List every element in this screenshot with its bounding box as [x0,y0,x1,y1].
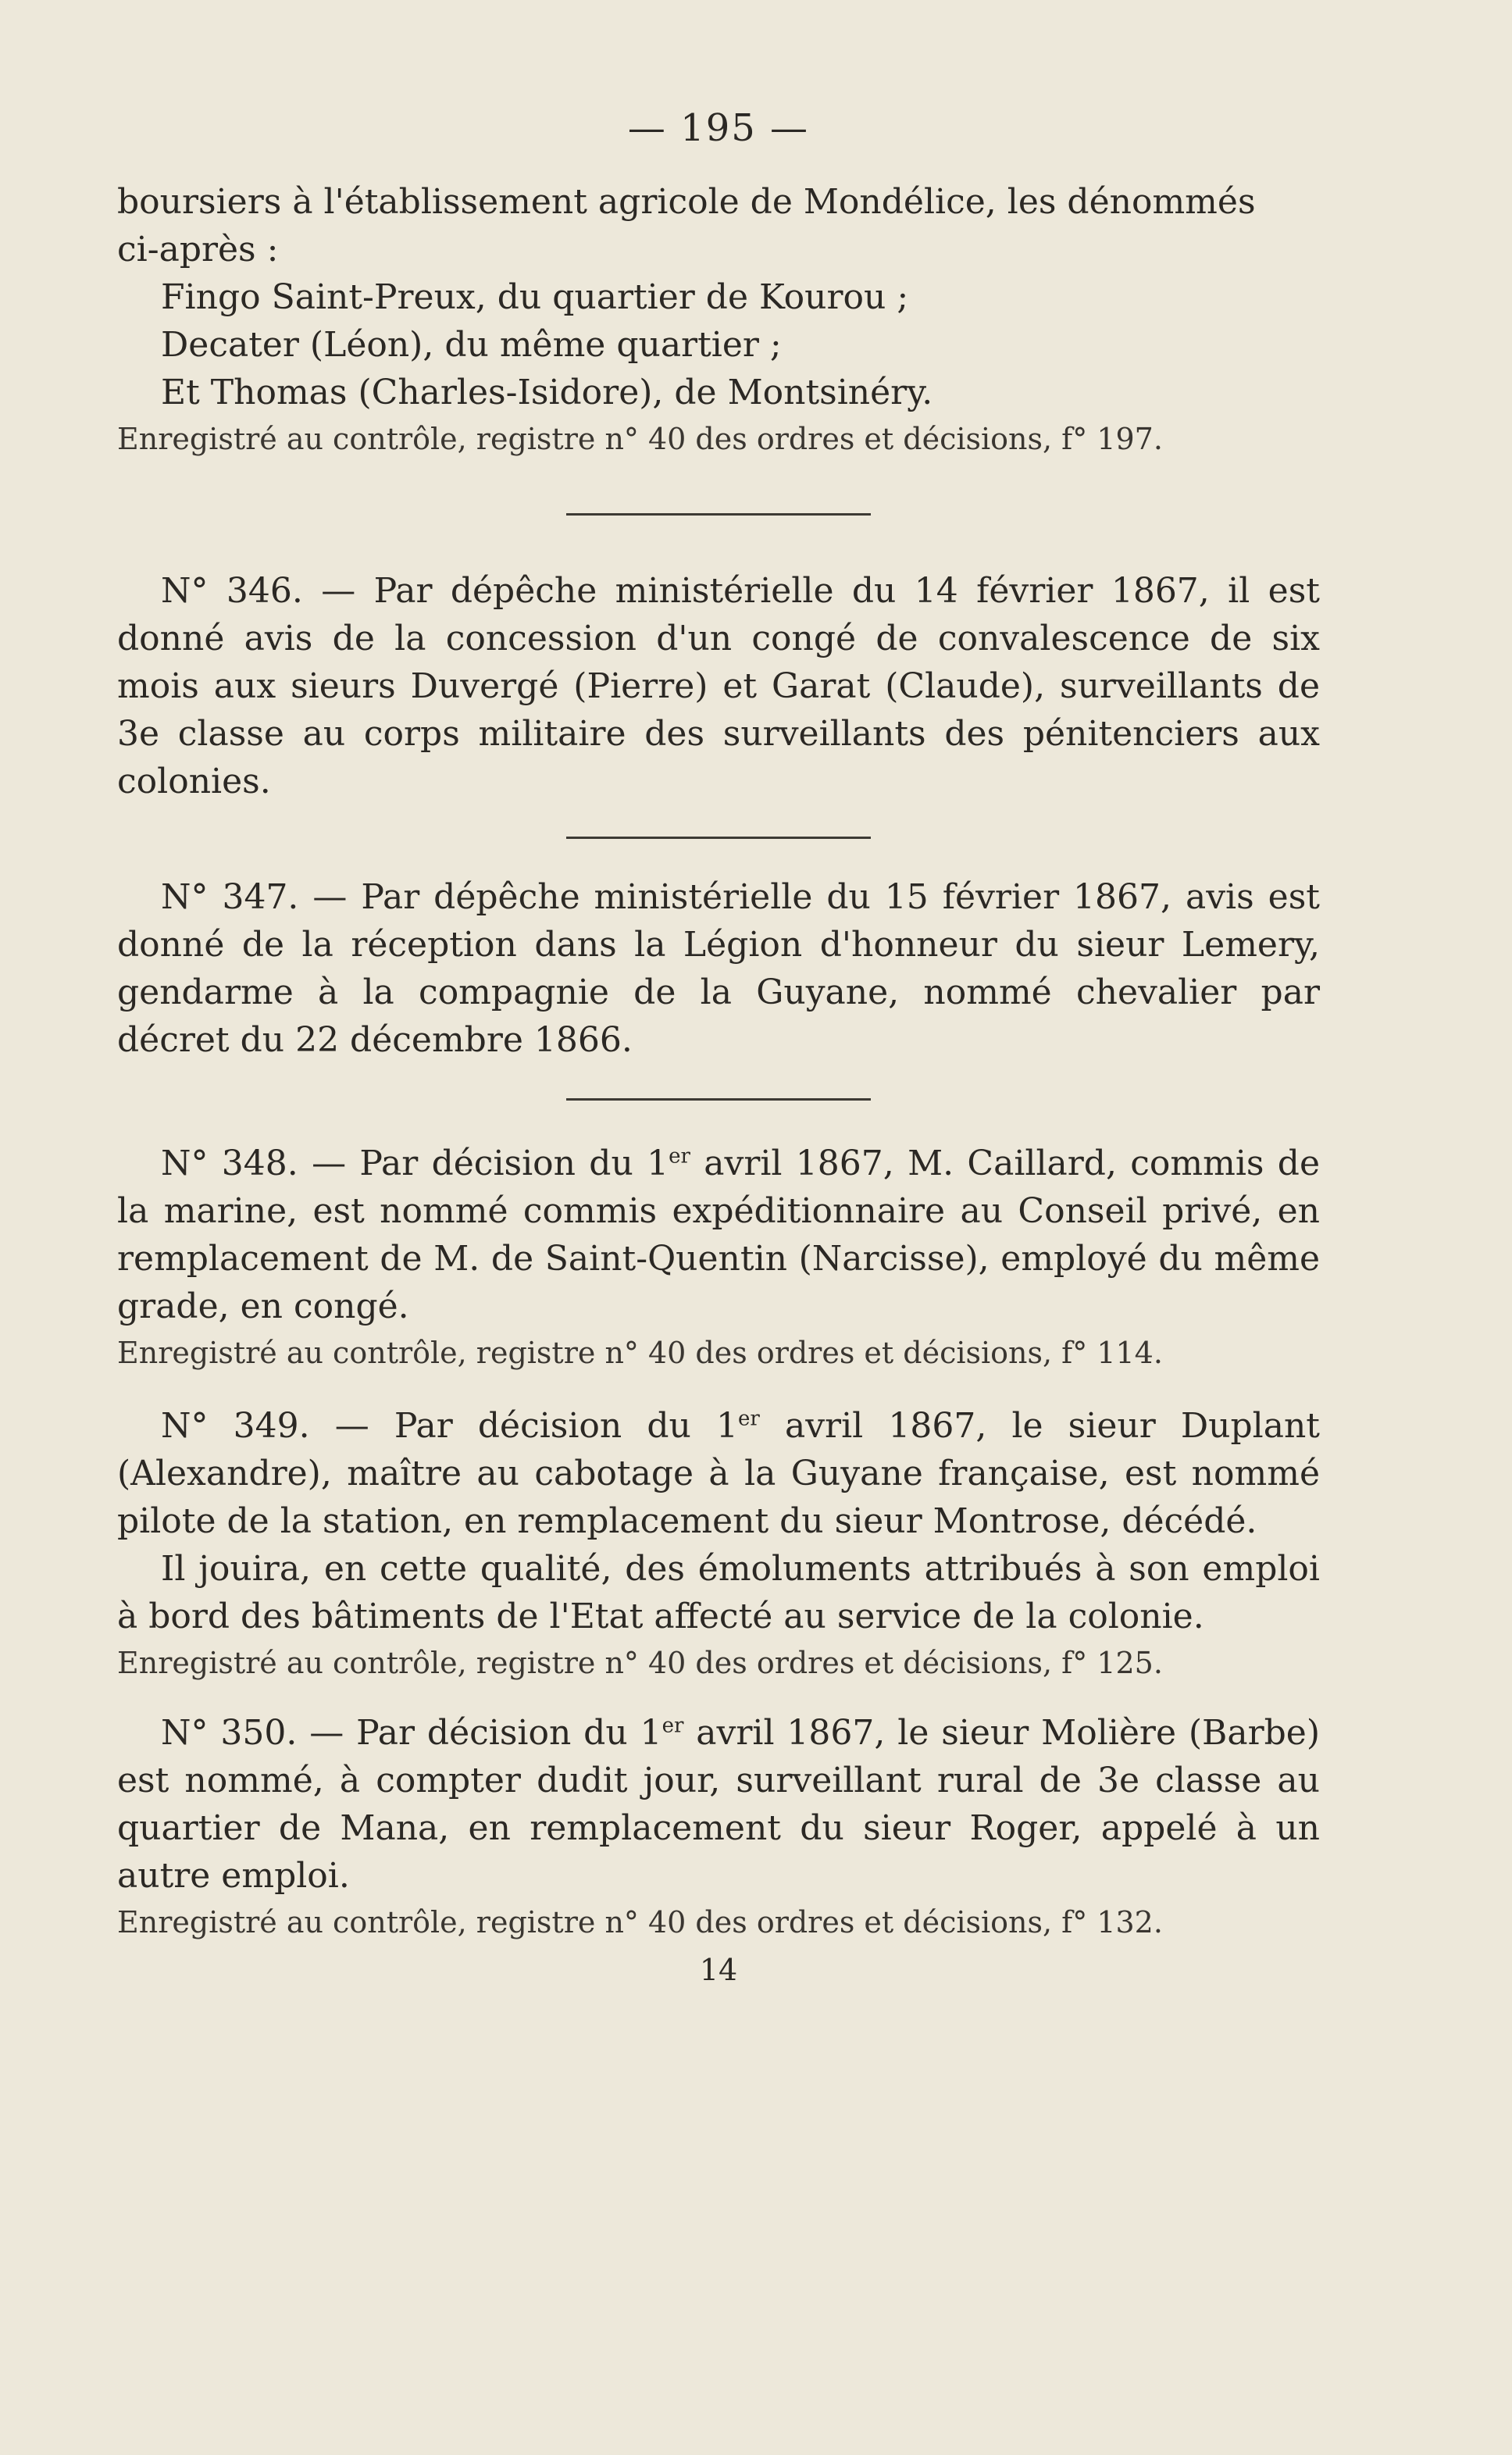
decision-text-before: — Par décision du 1 [309,1713,662,1753]
separator-rule [566,513,871,516]
intro-entry-1: Fingo Saint-Preux, du quartier de Kourou ; [161,277,909,317]
decision-349 [117,1402,1320,1545]
intro-line-1: boursiers à l'établissement agricole de Mondélice, les dénommés [117,182,1256,222]
decision-348-registration: Enregistré au contrôle, registre n° 40 des ordres et décisions, f° 114. [117,1336,1163,1370]
signature-mark: 14 [699,1953,738,1987]
decision-number: N° 347. [161,877,299,917]
decision-350 [117,1709,1320,1900]
decision-347 [117,873,1320,1064]
decision-text: — Par dépêche ministérielle du 15 février 1867, avis est donné de la réception dans la Légion d'honneur du sieur Lemery, gendarme à la compagnie de la Guyane, nommé chevalier par décret du 22 décembre 1866. [117,877,1320,1060]
decision-sup: er [669,1144,690,1169]
decision-text-after: avril 1867, M. Caillard, commis de la marine, est nommé commis expéditionnaire au Conseil privé, en remplacement de M. de Saint-Quentin (Narcisse), employé du même grade, en congé. [117,1144,1320,1326]
decision-number: N° 349. [161,1406,310,1446]
decision-350-registration: Enregistré au contrôle, registre n° 40 des ordres et décisions, f° 132. [117,1905,1163,1939]
decision-348 [117,1140,1320,1330]
decision-number: N° 346. [161,571,303,611]
spacer [117,1686,1320,1709]
intro-registration: Enregistré au contrôle, registre n° 40 des ordres et décisions, f° 197. [117,422,1163,456]
separator-rule [566,837,871,839]
separator-rule [566,1098,871,1101]
decision-text-after: avril 1867, le sieur Molière (Barbe) est nommé, à compter dudit jour, surveillant rural de 3e classe au quartier de Mana, en remplacement du sieur Roger, appelé à un autre emploi. [117,1713,1320,1896]
decision-349-paragraph-2: Il jouira, en cette qualité, des émoluments attribués à son emploi à bord des bâtiments de l'Etat affecté au service de la colonie. [117,1549,1320,1636]
decision-number: N° 350. [161,1713,298,1753]
page-number: — 195 — [627,106,810,150]
decision-sup: er [662,1714,684,1738]
document-page [117,106,1320,1987]
intro-entry-2: Decater (Léon), du même quartier ; [161,325,782,365]
decision-349-registration: Enregistré au contrôle, registre n° 40 des ordres et décisions, f° 125. [117,1646,1163,1680]
intro-line-2: ci-après : [117,230,279,269]
decision-sup: er [738,1407,760,1431]
decision-346 [117,567,1320,805]
decision-text-after: avril 1867, le sieur Duplant (Alexandre), maître au cabotage à la Guyane française, est nommé pilote de la station, en remplacement du sieur Montrose, décédé. [117,1406,1320,1541]
decision-text-before: — Par décision du 1 [334,1406,739,1446]
decision-text: — Par dépêche ministérielle du 14 février 1867, il est donné avis de la concession d'un congé de convalescence de six mois aux sieurs Duvergé (Pierre) et Garat (Claude), surveillants de 3e classe au corps militaire des surveillants des pénitenciers aux colonies. [117,571,1320,801]
spacer [117,1376,1320,1402]
decision-number: N° 348. [161,1144,298,1183]
intro-entry-3: Et Thomas (Charles-Isidore), de Montsinéry. [161,373,933,412]
decision-text-before: — Par décision du 1 [312,1144,669,1183]
